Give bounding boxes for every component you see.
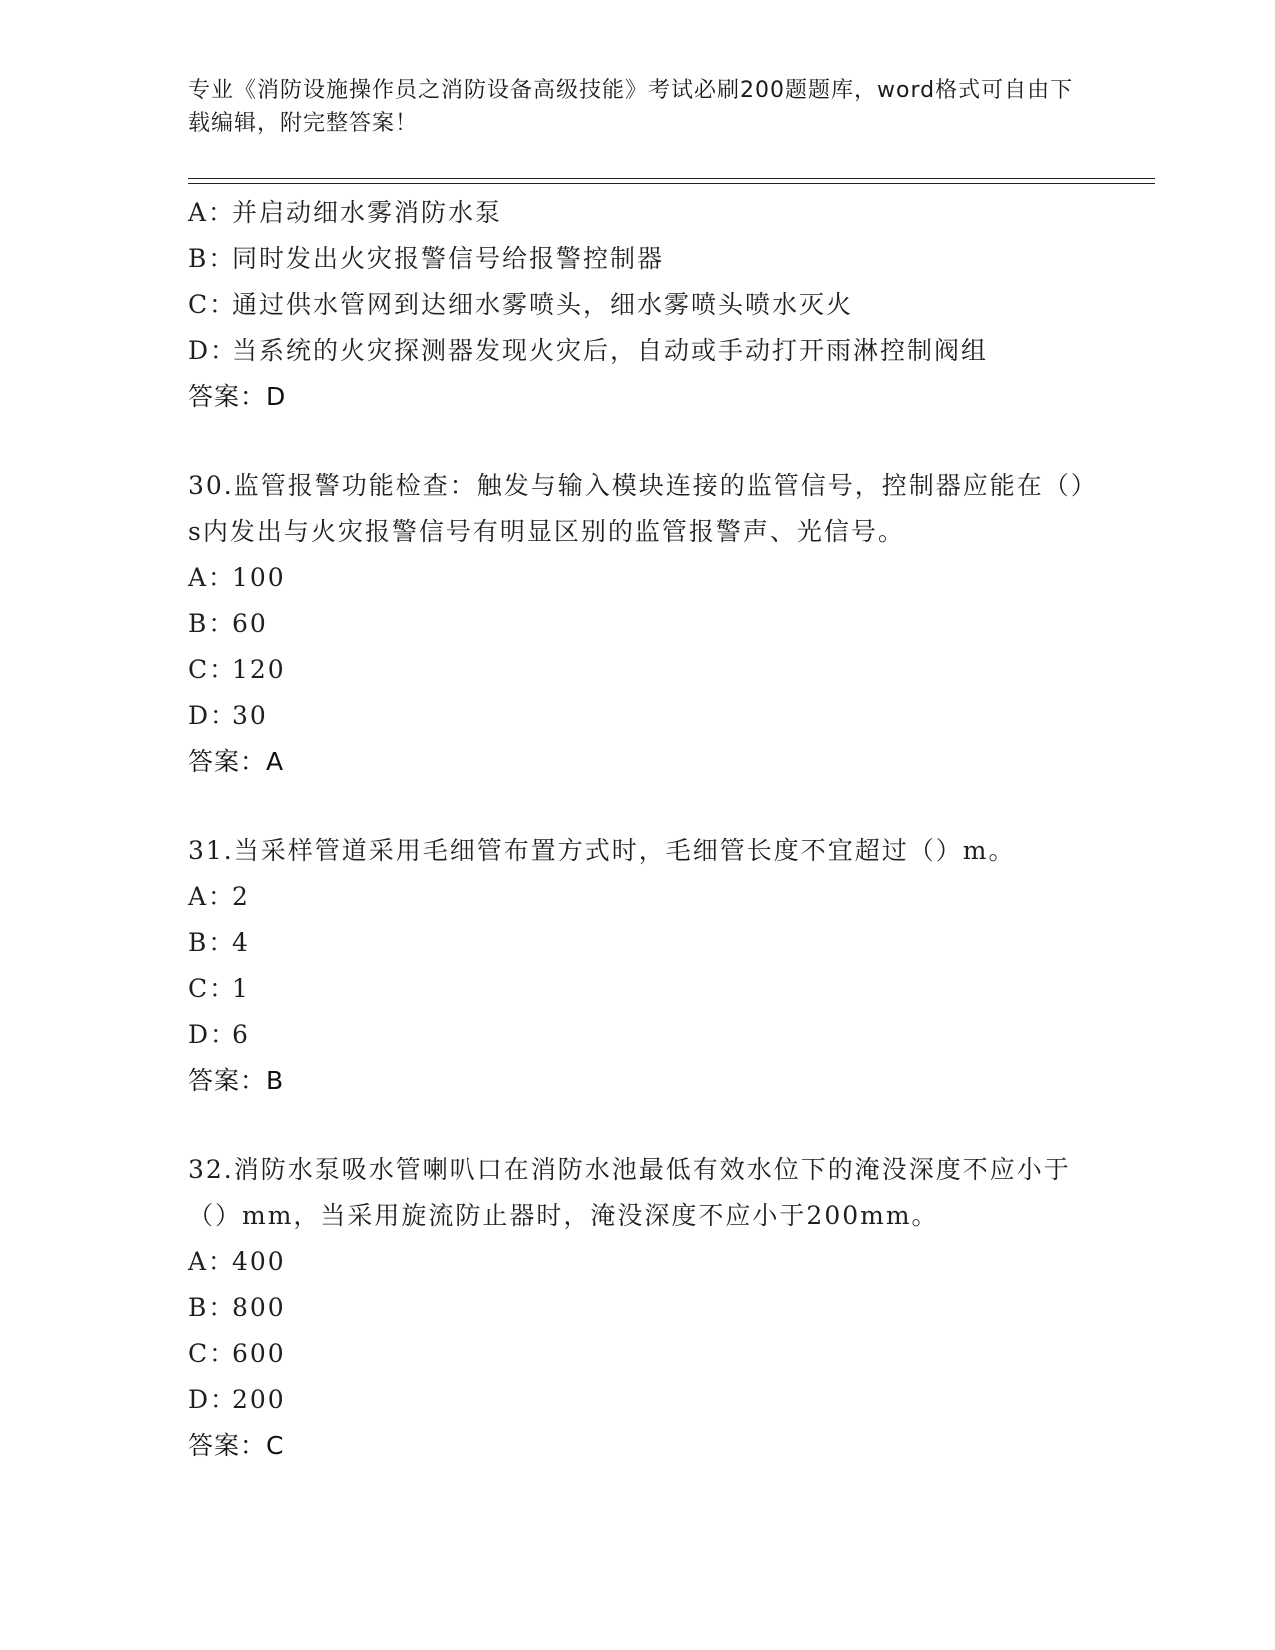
option-b: B：同时发出火灾报警信号给报警控制器 — [188, 244, 665, 273]
option-b: B：60 — [188, 609, 268, 638]
option-c: C：120 — [188, 655, 286, 684]
option-d: D：200 — [188, 1385, 286, 1414]
option-b: B：4 — [188, 928, 250, 957]
option-d: D：当系统的火灾探测器发现火灾后，自动或手动打开雨淋控制阀组 — [188, 336, 989, 365]
option-a: A：100 — [188, 563, 286, 592]
answer-line: 答案：C — [188, 1431, 285, 1460]
option-b: B：800 — [188, 1293, 286, 1322]
option-d: D：30 — [188, 701, 268, 730]
header-rule-top — [188, 178, 1155, 179]
option-a: A：并启动细水雾消防水泵 — [188, 198, 503, 227]
question-29-continued — [188, 190, 1088, 420]
question-stem: 30.监管报警功能检查：触发与输入模块连接的监管信号，控制器应能在（）s内发出与火灾报警信号有明显区别的监管报警声、光信号。 — [188, 471, 1086, 546]
question-32 — [188, 1147, 1088, 1469]
answer-line: 答案：D — [188, 382, 287, 411]
header-rule-bottom — [188, 183, 1155, 184]
option-a: A：400 — [188, 1247, 286, 1276]
option-d: D：6 — [188, 1020, 250, 1049]
question-stem: 31.当采样管道采用毛细管布置方式时，毛细管长度不宜超过（）m。 — [188, 836, 1016, 865]
question-30 — [188, 463, 1088, 785]
question-31 — [188, 828, 1088, 1104]
option-a: A：2 — [188, 882, 250, 911]
option-c: C：通过供水管网到达细水雾喷头，细水雾喷头喷水灭火 — [188, 290, 854, 319]
answer-line: 答案：B — [188, 1066, 285, 1095]
option-c: C：1 — [188, 974, 250, 1003]
answer-line: 答案：A — [188, 747, 285, 776]
option-c: C：600 — [188, 1339, 286, 1368]
document-body — [188, 190, 1088, 1469]
document-header: 专业《消防设施操作员之消防设备高级技能》考试必刷200题题库，word格式可自由下载编辑，附完整答案！ — [188, 78, 1074, 136]
question-stem: 32.消防水泵吸水管喇叭口在消防水池最低有效水位下的淹没深度不应小于（）mm，当采用旋流防止器时，淹没深度不应小于200mm。 — [188, 1155, 1071, 1230]
